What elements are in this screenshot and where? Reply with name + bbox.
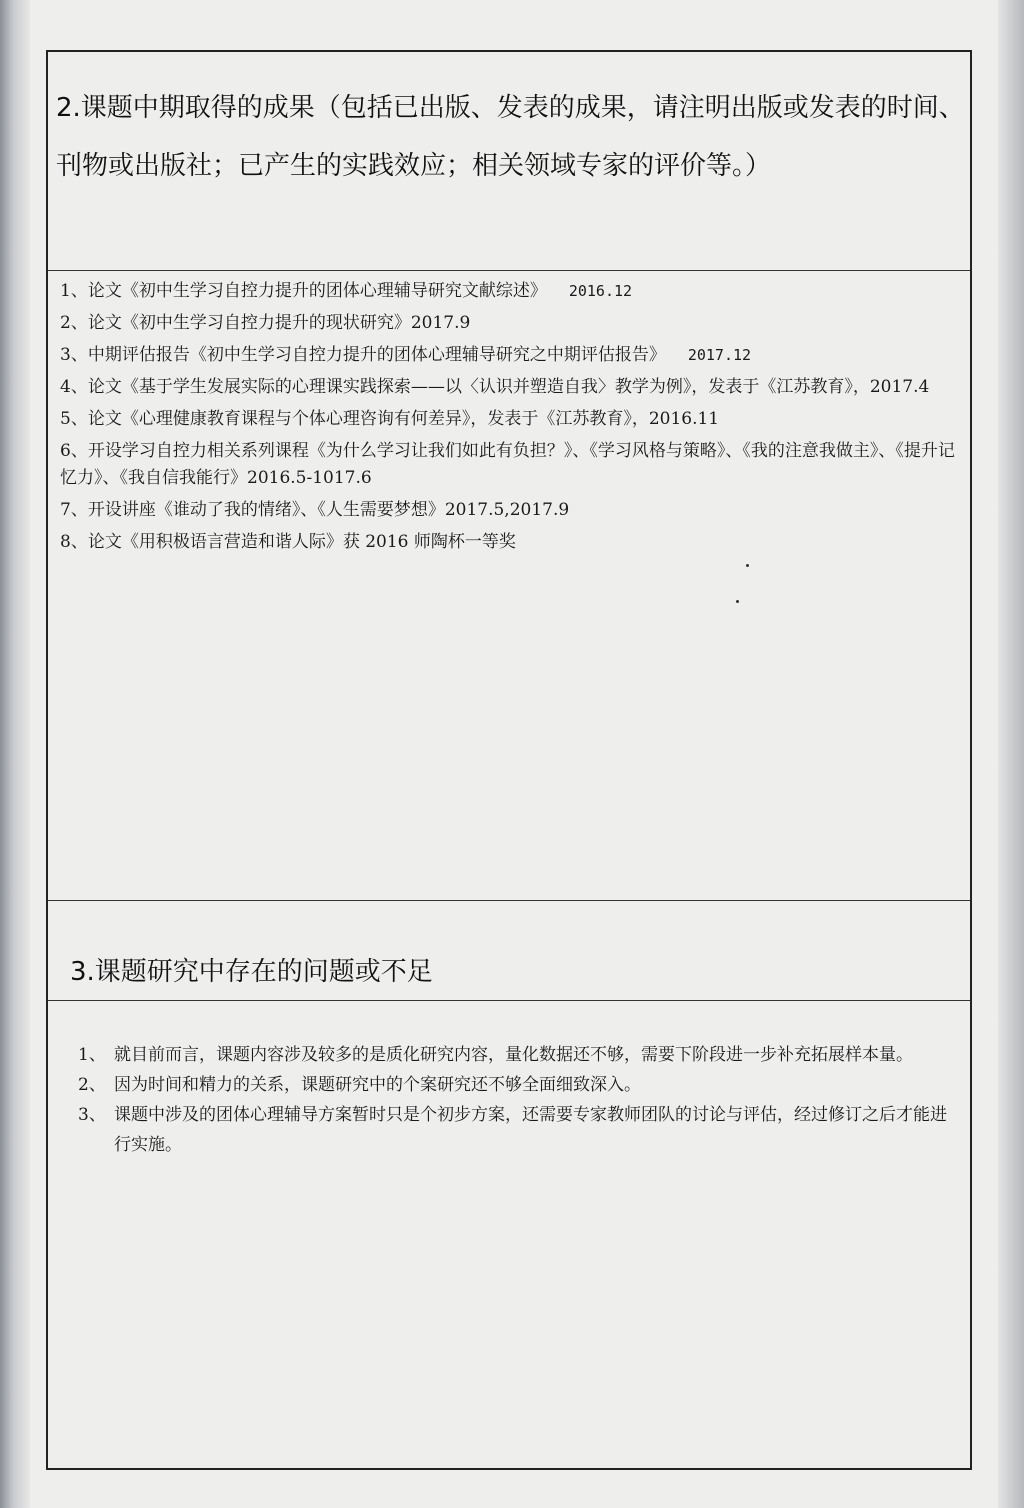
- ink-speck: [746, 564, 749, 567]
- item-text: 课题中涉及的团体心理辅导方案暂时只是个初步方案，还需要专家教师团队的讨论与评估，经过修订之后才能进行实施。: [114, 1105, 947, 1155]
- list-item: [60, 342, 962, 369]
- section2-title-line1: 2.课题中期取得的成果（包括已出版、发表的成果，请注明出版或发表的时间、: [56, 93, 965, 123]
- section3-top-divider: [48, 900, 970, 901]
- achievements-list: [60, 278, 962, 556]
- list-item: [60, 406, 962, 433]
- issues-list: [78, 1040, 958, 1160]
- item-date: 2016.12: [568, 282, 633, 300]
- item-number: 3、: [78, 1105, 106, 1125]
- section2-divider: [48, 270, 970, 271]
- item-date: 2017.12: [687, 346, 752, 364]
- item-text: 就目前而言，课题内容涉及较多的是质化研究内容，量化数据还不够，需要下阶段进一步补充拓展样本量。: [114, 1045, 913, 1065]
- report-form-table: [46, 50, 972, 1470]
- page-edge-shadow-right: [998, 0, 1024, 1508]
- list-item: [78, 1040, 958, 1070]
- item-text: 2、论文《初中生学习自控力提升的现状研究》2017.9: [60, 313, 471, 333]
- section3-divider: [48, 1000, 970, 1001]
- item-text: 8、论文《用积极语言营造和谐人际》获 2016 师陶杯一等奖: [60, 532, 516, 552]
- item-number: 2、: [78, 1075, 106, 1095]
- list-item: [78, 1100, 958, 1160]
- list-item: [60, 438, 962, 492]
- item-number: 1、: [78, 1045, 106, 1065]
- page-edge-shadow-left: [0, 0, 30, 1508]
- item-text: 4、论文《基于学生发展实际的心理课实践探索——以〈认识并塑造自我〉教学为例》，发表于《江苏教育》，2017.4: [60, 377, 930, 397]
- item-text: 因为时间和精力的关系，课题研究中的个案研究还不够全面细致深入。: [114, 1075, 641, 1095]
- section3-title: 3.课题研究中存在的问题或不足: [70, 957, 433, 987]
- list-item: [60, 497, 962, 524]
- item-text: 6、开设学习自控力相关系列课程《为什么学习让我们如此有负担？》、《学习风格与策略》、《我的注意我做主》、《提升记忆力》、《我自信我能行》2016.5-1017.6: [60, 441, 955, 488]
- list-item: [78, 1070, 958, 1100]
- list-item: [60, 278, 962, 305]
- item-text: 1、论文《初中生学习自控力提升的团体心理辅导研究文献综述》: [60, 281, 547, 301]
- ink-speck: [736, 600, 739, 603]
- item-text: 5、论文《心理健康教育课程与个体心理咨询有何差异》，发表于《江苏教育》，2016.11: [60, 409, 720, 429]
- item-text: 3、中期评估报告《初中生学习自控力提升的团体心理辅导研究之中期评估报告》: [60, 345, 666, 365]
- section2-title-line2: 刊物或出版社；已产生的实践效应；相关领域专家的评价等。）: [56, 151, 772, 181]
- list-item: [60, 310, 962, 337]
- item-text: 7、开设讲座《谁动了我的情绪》、《人生需要梦想》2017.5,2017.9: [60, 500, 570, 520]
- list-item: [60, 374, 962, 401]
- list-item: [60, 529, 962, 556]
